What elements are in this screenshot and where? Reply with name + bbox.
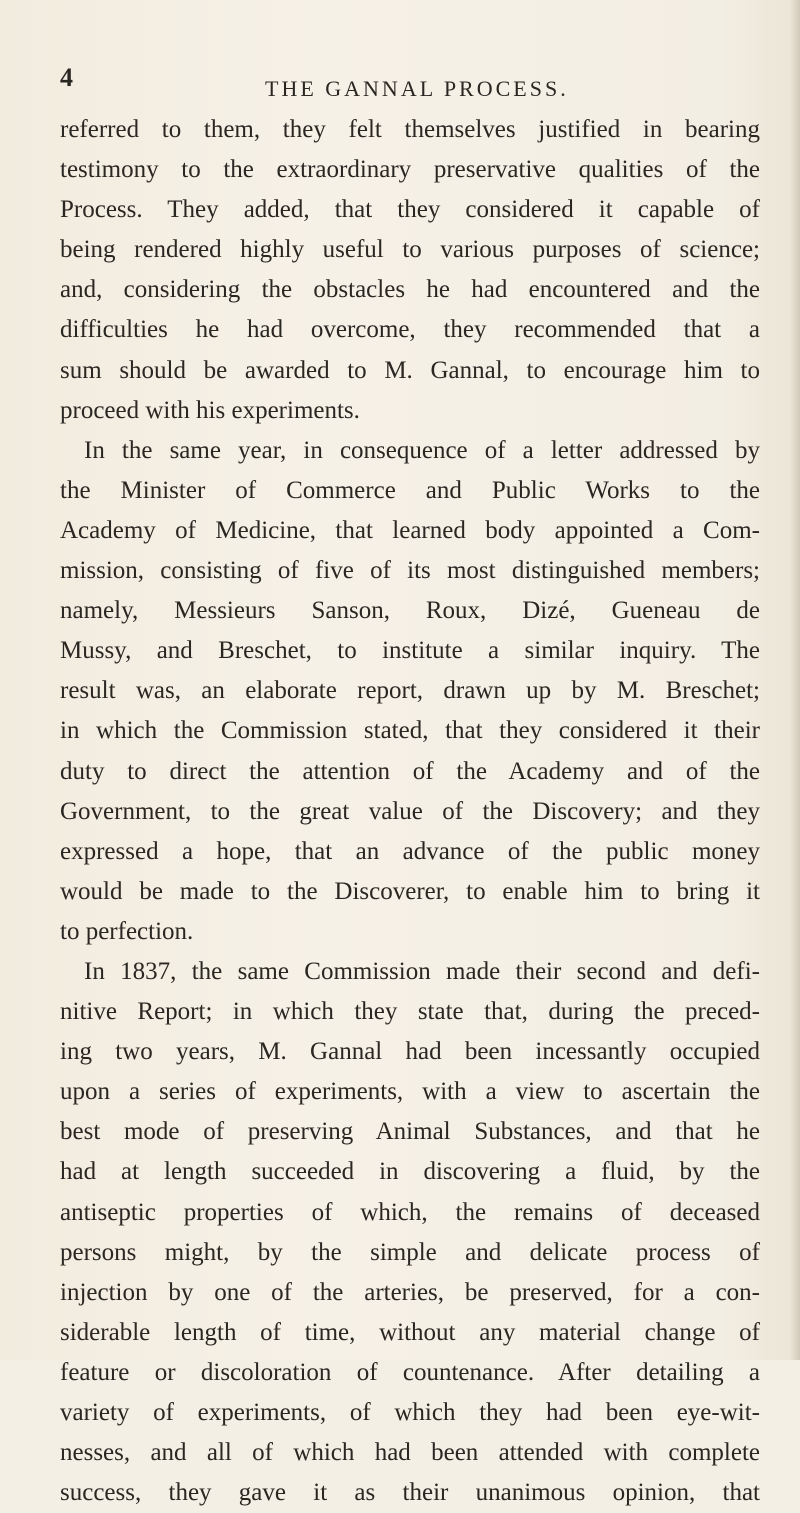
text-line: being rendered highly useful to various purposes of science; (60, 236, 760, 264)
text-line: feature or discoloration of countenance. After detailing a (60, 1358, 760, 1386)
text-line: to perfection. (60, 917, 194, 945)
text-line: nesses, and all of which had been attended with complete (60, 1439, 760, 1467)
text-line: namely, Messieurs Sanson, Roux, Dizé, Gueneau de (60, 597, 760, 625)
text-line: variety of experiments, of which they had been eye-wit- (60, 1399, 760, 1426)
text-line: in which the Commission stated, that they considered it their (60, 717, 760, 745)
text-line: Government, to the great value of the Discovery; and they (60, 797, 760, 825)
body-text (60, 110, 760, 1513)
text-line: would be made to the Discoverer, to enable him to bring it (60, 877, 760, 905)
page-edge-shadow (790, 0, 800, 1360)
text-line: injection by one of the arteries, be preserved, for a con- (60, 1278, 760, 1306)
text-line: had at length succeeded in discovering a fluid, by the (60, 1158, 760, 1186)
text-line: and, considering the obstacles he had encountered and the (60, 276, 760, 304)
text-line: upon a series of experiments, with a view to ascertain the (60, 1078, 760, 1106)
text-line: best mode of preserving Animal Substances, and that he (60, 1118, 760, 1146)
text-line: siderable length of time, without any material change of (60, 1318, 760, 1346)
text-line: result was, an elaborate report, drawn up by M. Breschet; (60, 677, 760, 705)
text-line: testimony to the extraordinary preservative qualities of the (60, 156, 760, 184)
text-line: mission, consisting of five of its most distinguished members; (60, 557, 760, 585)
text-line: expressed a hope, that an advance of the public money (60, 837, 760, 865)
text-line: Academy of Medicine, that learned body appointed a Com- (60, 516, 760, 544)
text-line: antiseptic properties of which, the remains of deceased (60, 1198, 760, 1226)
text-line: nitive Report; in which they state that, during the preced- (60, 998, 760, 1026)
text-line: the Minister of Commerce and Public Works to the (60, 476, 760, 504)
text-line: referred to them, they felt themselves justified in bearing (60, 116, 760, 143)
running-head: THE GANNAL PROCESS. (265, 76, 569, 101)
text-line: success, they gave it as their unanimous opinion, that (60, 1479, 760, 1507)
page-number: 4 (60, 63, 73, 92)
text-line: difficulties he had overcome, they recommended that a (60, 316, 760, 344)
text-line: duty to direct the attention of the Academy and of the (60, 757, 760, 785)
text-line: proceed with his experiments. (60, 396, 360, 424)
text-line: Process. They added, that they considered it capable of (60, 196, 760, 224)
page-header (60, 64, 760, 104)
text-line: In the same year, in consequence of a letter addressed by (84, 436, 760, 464)
text-line: persons might, by the simple and delicate process of (60, 1238, 760, 1266)
text-line: Mussy, and Breschet, to institute a similar inquiry. The (60, 637, 760, 665)
text-line: ing two years, M. Gannal had been incessantly occupied (60, 1038, 760, 1066)
text-line: In 1837, the same Commission made their second and defi- (84, 957, 760, 985)
text-line: sum should be awarded to M. Gannal, to encourage him to (60, 356, 760, 384)
